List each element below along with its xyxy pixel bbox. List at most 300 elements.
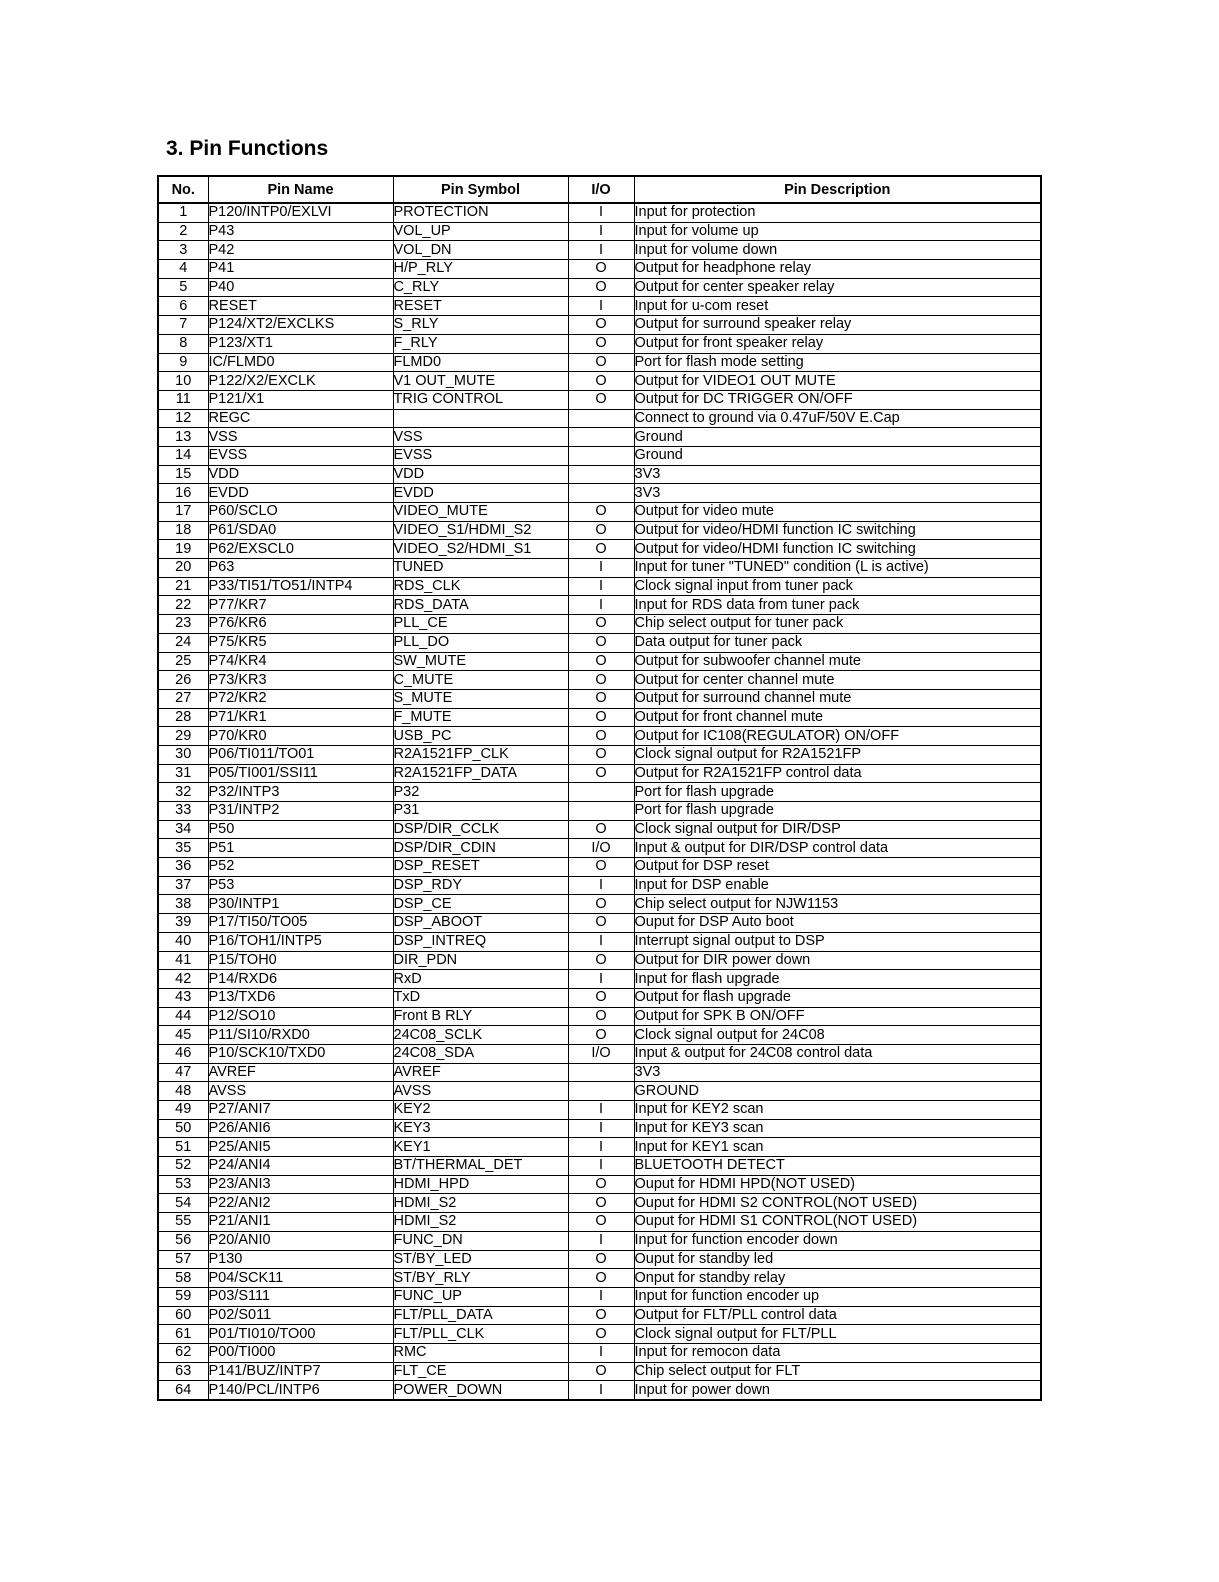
cell-no: 19 xyxy=(158,540,208,559)
cell-pin-symbol: BT/THERMAL_DET xyxy=(393,1157,568,1176)
table-row xyxy=(158,839,1041,858)
cell-pin-name: VDD xyxy=(208,465,393,484)
cell-io: I xyxy=(568,1101,634,1120)
cell-no: 57 xyxy=(158,1250,208,1269)
cell-pin-symbol: 24C08_SDA xyxy=(393,1044,568,1063)
cell-pin-symbol: TUNED xyxy=(393,559,568,578)
table-row xyxy=(158,1157,1041,1176)
cell-io: I xyxy=(568,1231,634,1250)
table-row xyxy=(158,1082,1041,1101)
cell-pin-description: Interrupt signal output to DSP xyxy=(634,932,1041,951)
cell-pin-symbol xyxy=(393,409,568,428)
cell-pin-description: Input for RDS data from tuner pack xyxy=(634,596,1041,615)
cell-pin-description: Output for surround speaker relay xyxy=(634,316,1041,335)
header-no: No. xyxy=(158,176,208,203)
cell-no: 27 xyxy=(158,689,208,708)
cell-pin-description: Input for KEY3 scan xyxy=(634,1119,1041,1138)
cell-io: O xyxy=(568,1213,634,1232)
cell-pin-symbol: FLT_CE xyxy=(393,1362,568,1381)
cell-no: 21 xyxy=(158,577,208,596)
cell-io: O xyxy=(568,652,634,671)
cell-pin-symbol: VOL_UP xyxy=(393,222,568,241)
cell-pin-name: P75/KR5 xyxy=(208,633,393,652)
cell-pin-symbol: KEY3 xyxy=(393,1119,568,1138)
cell-pin-symbol: AVSS xyxy=(393,1082,568,1101)
cell-pin-description: BLUETOOTH DETECT xyxy=(634,1157,1041,1176)
table-row xyxy=(158,540,1041,559)
cell-pin-name: P42 xyxy=(208,241,393,260)
cell-pin-symbol: AVREF xyxy=(393,1063,568,1082)
cell-pin-name: P22/ANI2 xyxy=(208,1194,393,1213)
cell-pin-symbol: RDS_CLK xyxy=(393,577,568,596)
cell-io: O xyxy=(568,1194,634,1213)
cell-pin-name: P31/INTP2 xyxy=(208,802,393,821)
table-row xyxy=(158,484,1041,503)
cell-no: 63 xyxy=(158,1362,208,1381)
table-row xyxy=(158,1026,1041,1045)
table-row xyxy=(158,1101,1041,1120)
cell-no: 64 xyxy=(158,1381,208,1400)
cell-pin-symbol: F_RLY xyxy=(393,334,568,353)
cell-no: 62 xyxy=(158,1343,208,1362)
table-row xyxy=(158,334,1041,353)
cell-io: O xyxy=(568,745,634,764)
cell-io xyxy=(568,484,634,503)
header-pin-description: Pin Description xyxy=(634,176,1041,203)
cell-pin-symbol: S_RLY xyxy=(393,316,568,335)
cell-pin-name: AVREF xyxy=(208,1063,393,1082)
cell-no: 46 xyxy=(158,1044,208,1063)
cell-pin-name: P25/ANI5 xyxy=(208,1138,393,1157)
cell-pin-description: Output for DC TRIGGER ON/OFF xyxy=(634,390,1041,409)
cell-pin-description: Output for flash upgrade xyxy=(634,988,1041,1007)
cell-pin-symbol: ST/BY_RLY xyxy=(393,1269,568,1288)
cell-no: 15 xyxy=(158,465,208,484)
cell-no: 6 xyxy=(158,297,208,316)
table-row xyxy=(158,260,1041,279)
cell-pin-description: Port for flash upgrade xyxy=(634,802,1041,821)
cell-pin-description: Port for flash upgrade xyxy=(634,783,1041,802)
cell-io: I xyxy=(568,596,634,615)
cell-pin-description: Output for DIR power down xyxy=(634,951,1041,970)
table-row xyxy=(158,222,1041,241)
cell-io: O xyxy=(568,914,634,933)
pin-functions-table xyxy=(157,175,1042,1401)
cell-pin-description: Output for headphone relay xyxy=(634,260,1041,279)
table-row xyxy=(158,745,1041,764)
table-row xyxy=(158,615,1041,634)
cell-pin-symbol: DSP_ABOOT xyxy=(393,914,568,933)
cell-io: I xyxy=(568,876,634,895)
cell-io: O xyxy=(568,727,634,746)
cell-io: I xyxy=(568,1138,634,1157)
cell-no: 24 xyxy=(158,633,208,652)
cell-no: 10 xyxy=(158,372,208,391)
cell-no: 14 xyxy=(158,446,208,465)
cell-pin-description: Clock signal output for DIR/DSP xyxy=(634,820,1041,839)
cell-pin-description: Ground xyxy=(634,446,1041,465)
table-row xyxy=(158,1194,1041,1213)
table-row xyxy=(158,353,1041,372)
cell-io: O xyxy=(568,671,634,690)
cell-pin-description: Input for protection xyxy=(634,203,1041,222)
cell-pin-description: Clock signal output for FLT/PLL xyxy=(634,1325,1041,1344)
cell-no: 42 xyxy=(158,970,208,989)
cell-pin-description: Output for center speaker relay xyxy=(634,278,1041,297)
cell-pin-symbol: HDMI_S2 xyxy=(393,1194,568,1213)
cell-no: 38 xyxy=(158,895,208,914)
cell-io xyxy=(568,1063,634,1082)
cell-io xyxy=(568,1082,634,1101)
cell-pin-description: Output for VIDEO1 OUT MUTE xyxy=(634,372,1041,391)
cell-pin-description: Connect to ground via 0.47uF/50V E.Cap xyxy=(634,409,1041,428)
cell-io xyxy=(568,446,634,465)
cell-pin-description: Output for DSP reset xyxy=(634,858,1041,877)
cell-pin-description: Input for volume down xyxy=(634,241,1041,260)
cell-no: 28 xyxy=(158,708,208,727)
cell-no: 60 xyxy=(158,1306,208,1325)
cell-no: 59 xyxy=(158,1287,208,1306)
cell-pin-symbol: RDS_DATA xyxy=(393,596,568,615)
cell-pin-symbol: TxD xyxy=(393,988,568,1007)
cell-pin-symbol: FUNC_UP xyxy=(393,1287,568,1306)
cell-io: O xyxy=(568,1325,634,1344)
cell-pin-name: P00/TI000 xyxy=(208,1343,393,1362)
table-row xyxy=(158,708,1041,727)
cell-pin-name: P14/RXD6 xyxy=(208,970,393,989)
cell-no: 56 xyxy=(158,1231,208,1250)
cell-pin-description: Output for front speaker relay xyxy=(634,334,1041,353)
cell-pin-description: Input & output for DIR/DSP control data xyxy=(634,839,1041,858)
cell-pin-symbol: USB_PC xyxy=(393,727,568,746)
cell-pin-description: Input for tuner "TUNED" condition (L is active) xyxy=(634,559,1041,578)
table-row xyxy=(158,783,1041,802)
cell-no: 22 xyxy=(158,596,208,615)
cell-io: I xyxy=(568,203,634,222)
cell-io: O xyxy=(568,390,634,409)
cell-no: 16 xyxy=(158,484,208,503)
cell-pin-description: Ouput for HDMI S1 CONTROL(NOT USED) xyxy=(634,1213,1041,1232)
cell-pin-description: Output for IC108(REGULATOR) ON/OFF xyxy=(634,727,1041,746)
table-row xyxy=(158,671,1041,690)
cell-pin-symbol: VSS xyxy=(393,428,568,447)
cell-io: O xyxy=(568,858,634,877)
table-row xyxy=(158,1287,1041,1306)
cell-pin-name: P21/ANI1 xyxy=(208,1213,393,1232)
cell-no: 32 xyxy=(158,783,208,802)
cell-pin-name: P60/SCLO xyxy=(208,503,393,522)
cell-pin-symbol: C_MUTE xyxy=(393,671,568,690)
table-row xyxy=(158,1213,1041,1232)
cell-no: 53 xyxy=(158,1175,208,1194)
table-row xyxy=(158,1306,1041,1325)
table-row xyxy=(158,203,1041,222)
cell-pin-symbol: F_MUTE xyxy=(393,708,568,727)
table-row xyxy=(158,727,1041,746)
cell-io: I xyxy=(568,222,634,241)
cell-pin-description: Onput for standby relay xyxy=(634,1269,1041,1288)
cell-pin-name: P12/SO10 xyxy=(208,1007,393,1026)
cell-pin-description: Ouput for HDMI HPD(NOT USED) xyxy=(634,1175,1041,1194)
table-row xyxy=(158,1343,1041,1362)
cell-no: 17 xyxy=(158,503,208,522)
cell-no: 51 xyxy=(158,1138,208,1157)
cell-pin-symbol: DSP_RDY xyxy=(393,876,568,895)
table-row xyxy=(158,1119,1041,1138)
cell-pin-name: P140/PCL/INTP6 xyxy=(208,1381,393,1400)
cell-io: O xyxy=(568,503,634,522)
cell-io: O xyxy=(568,521,634,540)
cell-io xyxy=(568,465,634,484)
cell-pin-symbol: P31 xyxy=(393,802,568,821)
table-row xyxy=(158,1138,1041,1157)
cell-pin-description: GROUND xyxy=(634,1082,1041,1101)
cell-pin-description: Clock signal output for 24C08 xyxy=(634,1026,1041,1045)
cell-no: 41 xyxy=(158,951,208,970)
cell-io xyxy=(568,428,634,447)
cell-pin-description: Ouput for standby led xyxy=(634,1250,1041,1269)
cell-no: 29 xyxy=(158,727,208,746)
cell-pin-name: P16/TOH1/INTP5 xyxy=(208,932,393,951)
cell-no: 18 xyxy=(158,521,208,540)
cell-pin-symbol: VIDEO_S2/HDMI_S1 xyxy=(393,540,568,559)
table-row xyxy=(158,1007,1041,1026)
cell-pin-name: P20/ANI0 xyxy=(208,1231,393,1250)
cell-pin-symbol: FLT/PLL_DATA xyxy=(393,1306,568,1325)
table-row xyxy=(158,858,1041,877)
cell-io: O xyxy=(568,540,634,559)
cell-pin-name: P124/XT2/EXCLKS xyxy=(208,316,393,335)
cell-io xyxy=(568,802,634,821)
cell-io: O xyxy=(568,1269,634,1288)
cell-pin-name: REGC xyxy=(208,409,393,428)
cell-pin-symbol: DSP_RESET xyxy=(393,858,568,877)
cell-no: 5 xyxy=(158,278,208,297)
cell-io: O xyxy=(568,820,634,839)
cell-pin-name: P15/TOH0 xyxy=(208,951,393,970)
cell-pin-description: Input for u-com reset xyxy=(634,297,1041,316)
cell-pin-name: P70/KR0 xyxy=(208,727,393,746)
cell-no: 55 xyxy=(158,1213,208,1232)
cell-io: I xyxy=(568,932,634,951)
cell-io: I/O xyxy=(568,839,634,858)
cell-no: 43 xyxy=(158,988,208,1007)
cell-io: O xyxy=(568,988,634,1007)
page-title: 3. Pin Functions xyxy=(166,137,329,160)
table-row xyxy=(158,521,1041,540)
cell-pin-name: P130 xyxy=(208,1250,393,1269)
table-row xyxy=(158,559,1041,578)
cell-io xyxy=(568,783,634,802)
cell-pin-name: P121/X1 xyxy=(208,390,393,409)
cell-pin-name: P40 xyxy=(208,278,393,297)
cell-pin-symbol: FUNC_DN xyxy=(393,1231,568,1250)
table-row xyxy=(158,409,1041,428)
table-row xyxy=(158,596,1041,615)
cell-pin-symbol: RMC xyxy=(393,1343,568,1362)
cell-pin-name: P11/SI10/RXD0 xyxy=(208,1026,393,1045)
cell-pin-name: P33/TI51/TO51/INTP4 xyxy=(208,577,393,596)
cell-pin-symbol: PLL_CE xyxy=(393,615,568,634)
cell-pin-description: Input for remocon data xyxy=(634,1343,1041,1362)
cell-pin-symbol: S_MUTE xyxy=(393,689,568,708)
cell-no: 11 xyxy=(158,390,208,409)
cell-pin-name: P06/TI011/TO01 xyxy=(208,745,393,764)
cell-no: 20 xyxy=(158,559,208,578)
table-row xyxy=(158,633,1041,652)
table-row xyxy=(158,895,1041,914)
table-row xyxy=(158,876,1041,895)
cell-no: 44 xyxy=(158,1007,208,1026)
table-row xyxy=(158,652,1041,671)
table-row xyxy=(158,372,1041,391)
cell-pin-name: P50 xyxy=(208,820,393,839)
table-row xyxy=(158,1362,1041,1381)
cell-pin-name: P04/SCK11 xyxy=(208,1269,393,1288)
cell-pin-symbol: TRIG CONTROL xyxy=(393,390,568,409)
cell-pin-name: P05/TI001/SSI11 xyxy=(208,764,393,783)
cell-pin-description: Chip select output for tuner pack xyxy=(634,615,1041,634)
cell-io: O xyxy=(568,615,634,634)
cell-io: O xyxy=(568,1007,634,1026)
cell-pin-symbol: VDD xyxy=(393,465,568,484)
cell-io: I xyxy=(568,577,634,596)
cell-pin-name: P71/KR1 xyxy=(208,708,393,727)
table-header-row xyxy=(158,176,1041,203)
cell-io: O xyxy=(568,1306,634,1325)
cell-pin-symbol: FLMD0 xyxy=(393,353,568,372)
cell-pin-symbol: HDMI_S2 xyxy=(393,1213,568,1232)
table-row xyxy=(158,988,1041,1007)
cell-pin-symbol: P32 xyxy=(393,783,568,802)
table-row xyxy=(158,1175,1041,1194)
cell-pin-description: Output for SPK B ON/OFF xyxy=(634,1007,1041,1026)
cell-pin-symbol: V1 OUT_MUTE xyxy=(393,372,568,391)
cell-io: O xyxy=(568,1175,634,1194)
cell-no: 47 xyxy=(158,1063,208,1082)
cell-pin-description: Input for KEY2 scan xyxy=(634,1101,1041,1120)
cell-pin-description: Input for function encoder up xyxy=(634,1287,1041,1306)
cell-pin-symbol: RxD xyxy=(393,970,568,989)
cell-pin-name: EVSS xyxy=(208,446,393,465)
table-row xyxy=(158,446,1041,465)
cell-io: I xyxy=(568,1119,634,1138)
cell-pin-symbol: C_RLY xyxy=(393,278,568,297)
cell-pin-name: P77/KR7 xyxy=(208,596,393,615)
cell-io: O xyxy=(568,708,634,727)
cell-pin-name: P52 xyxy=(208,858,393,877)
cell-pin-symbol: R2A1521FP_CLK xyxy=(393,745,568,764)
cell-pin-name: P120/INTP0/EXLVI xyxy=(208,203,393,222)
header-pin-name: Pin Name xyxy=(208,176,393,203)
cell-no: 23 xyxy=(158,615,208,634)
cell-no: 7 xyxy=(158,316,208,335)
cell-no: 40 xyxy=(158,932,208,951)
cell-pin-name: P53 xyxy=(208,876,393,895)
cell-pin-symbol: VIDEO_MUTE xyxy=(393,503,568,522)
cell-no: 45 xyxy=(158,1026,208,1045)
cell-no: 2 xyxy=(158,222,208,241)
cell-io: O xyxy=(568,1362,634,1381)
cell-no: 8 xyxy=(158,334,208,353)
cell-pin-name: AVSS xyxy=(208,1082,393,1101)
cell-pin-symbol: KEY1 xyxy=(393,1138,568,1157)
table-row xyxy=(158,951,1041,970)
table-row xyxy=(158,820,1041,839)
cell-pin-name: P72/KR2 xyxy=(208,689,393,708)
cell-pin-name: P02/S011 xyxy=(208,1306,393,1325)
table-row xyxy=(158,278,1041,297)
cell-io: O xyxy=(568,1250,634,1269)
cell-io: I xyxy=(568,241,634,260)
table-row xyxy=(158,689,1041,708)
cell-no: 26 xyxy=(158,671,208,690)
cell-pin-description: Clock signal output for R2A1521FP xyxy=(634,745,1041,764)
cell-pin-symbol: POWER_DOWN xyxy=(393,1381,568,1400)
cell-pin-description: Output for video mute xyxy=(634,503,1041,522)
cell-no: 33 xyxy=(158,802,208,821)
cell-no: 13 xyxy=(158,428,208,447)
cell-pin-name: P30/INTP1 xyxy=(208,895,393,914)
cell-pin-symbol: PROTECTION xyxy=(393,203,568,222)
table-row xyxy=(158,1269,1041,1288)
table-row xyxy=(158,465,1041,484)
cell-io: O xyxy=(568,278,634,297)
header-pin-symbol: Pin Symbol xyxy=(393,176,568,203)
cell-pin-symbol: EVSS xyxy=(393,446,568,465)
cell-pin-name: EVDD xyxy=(208,484,393,503)
table-row xyxy=(158,316,1041,335)
cell-no: 48 xyxy=(158,1082,208,1101)
cell-pin-name: P17/TI50/TO05 xyxy=(208,914,393,933)
cell-pin-symbol: RESET xyxy=(393,297,568,316)
table-row xyxy=(158,241,1041,260)
table-row xyxy=(158,1063,1041,1082)
cell-pin-symbol: Front B RLY xyxy=(393,1007,568,1026)
cell-no: 52 xyxy=(158,1157,208,1176)
cell-pin-name: P73/KR3 xyxy=(208,671,393,690)
table-row xyxy=(158,1381,1041,1400)
cell-io: I xyxy=(568,1381,634,1400)
cell-no: 12 xyxy=(158,409,208,428)
cell-no: 50 xyxy=(158,1119,208,1138)
cell-pin-name: P26/ANI6 xyxy=(208,1119,393,1138)
cell-io: I xyxy=(568,559,634,578)
cell-pin-name: P24/ANI4 xyxy=(208,1157,393,1176)
table-row xyxy=(158,390,1041,409)
cell-pin-description: Output for FLT/PLL control data xyxy=(634,1306,1041,1325)
cell-pin-name: P41 xyxy=(208,260,393,279)
cell-pin-description: Output for surround channel mute xyxy=(634,689,1041,708)
cell-pin-description: Port for flash mode setting xyxy=(634,353,1041,372)
cell-pin-description: Input for DSP enable xyxy=(634,876,1041,895)
cell-io: O xyxy=(568,689,634,708)
cell-io: I xyxy=(568,1287,634,1306)
cell-pin-description: 3V3 xyxy=(634,484,1041,503)
cell-pin-description: Input for function encoder down xyxy=(634,1231,1041,1250)
cell-no: 30 xyxy=(158,745,208,764)
cell-pin-name: P32/INTP3 xyxy=(208,783,393,802)
cell-pin-name: P62/EXSCL0 xyxy=(208,540,393,559)
cell-pin-symbol: DSP/DIR_CDIN xyxy=(393,839,568,858)
cell-pin-description: Output for R2A1521FP control data xyxy=(634,764,1041,783)
cell-pin-name: P10/SCK10/TXD0 xyxy=(208,1044,393,1063)
cell-no: 25 xyxy=(158,652,208,671)
cell-no: 37 xyxy=(158,876,208,895)
cell-io: O xyxy=(568,951,634,970)
table-row xyxy=(158,932,1041,951)
table-row xyxy=(158,503,1041,522)
